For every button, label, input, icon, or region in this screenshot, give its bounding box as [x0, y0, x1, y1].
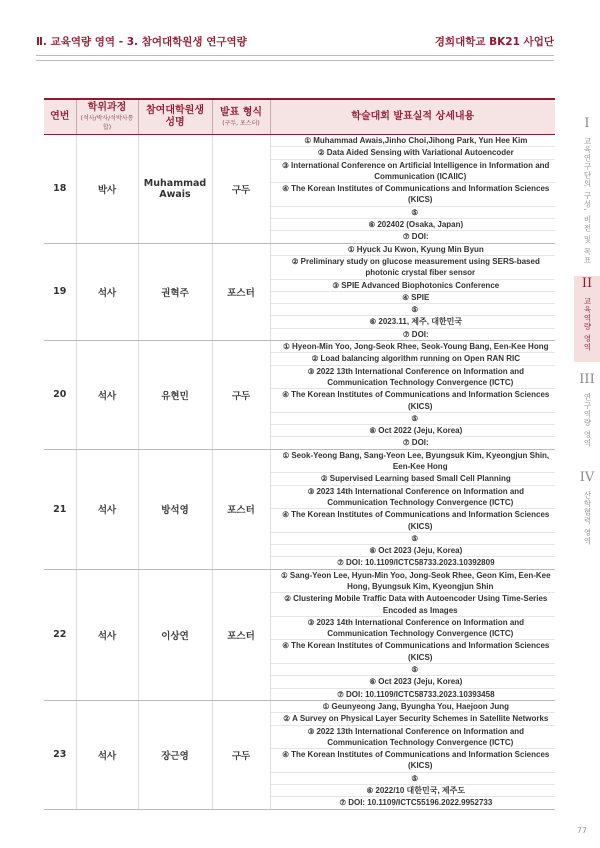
detail-line: [271, 256, 556, 280]
detail-marker: ⑤: [411, 305, 419, 315]
detail-marker: ②: [311, 354, 319, 364]
detail-line: [271, 797, 556, 808]
detail-marker: ①: [322, 701, 330, 711]
detail-marker: ④: [282, 184, 289, 194]
detail-text: The Korean Institutes of Communications and Information Sciences (KICS): [291, 510, 550, 531]
row-number: 21: [44, 449, 76, 569]
detail-marker: ②: [291, 256, 299, 266]
detail-line: [271, 486, 556, 510]
header-degree-sub: (석사/박사/석박사통합): [80, 115, 134, 131]
detail-text: A Survey on Physical Layer Security Schemes in Satellite Networks: [292, 714, 549, 724]
detail-line: [271, 640, 556, 664]
header-degree-label: 학위과정: [87, 102, 127, 113]
detail-line: [271, 292, 556, 304]
row-number: 20: [44, 341, 76, 450]
header-name-line1: 참여대학원생: [146, 105, 204, 116]
side-tab-roman: IV: [579, 470, 595, 485]
detail-line: [271, 231, 556, 242]
detail-line: [271, 353, 556, 365]
detail-marker: ⑥: [369, 546, 377, 556]
detail-text: 2022 13th International Conference on Information and Communication Technology Convergence (ICTC): [316, 366, 525, 387]
detail-text: DOI:: [411, 438, 429, 448]
detail-line: [271, 689, 556, 700]
detail-line: [271, 135, 556, 147]
detail-line: [271, 785, 556, 797]
row-student-name: 권혁주: [138, 243, 212, 340]
detail-marker: ④: [282, 510, 289, 520]
detail-line: [271, 749, 556, 773]
detail-text: Oct 2023 (Jeju, Korea): [378, 546, 463, 556]
row-degree: 석사: [76, 341, 138, 450]
detail-marker: ①: [283, 342, 290, 352]
detail-marker: ⑦: [402, 438, 410, 448]
detail-marker: ①: [282, 450, 290, 460]
detail-text: The Korean Institutes of Communications and Information Sciences (KICS): [291, 750, 550, 771]
detail-marker: ⑦: [402, 329, 410, 339]
detail-text: Supervised Learning based Small Cell Planning: [329, 474, 511, 484]
detail-line: [271, 316, 556, 328]
detail-marker: ⑤: [411, 207, 419, 217]
detail-text: 202402 (Osaka, Japan): [377, 220, 464, 230]
detail-line: [271, 304, 556, 316]
detail-text: Clustering Mobile Traffic Data with Autoencoder Using Time-Series Encoded as Images: [293, 594, 548, 615]
detail-line: [271, 676, 556, 688]
detail-marker: ⑦: [339, 798, 347, 808]
table-row: [44, 135, 555, 244]
header-type-label: 발표 형식: [219, 106, 263, 118]
detail-text: DOI: 10.1109/ICTC58733.2023.10393458: [345, 689, 495, 699]
detail-line: [271, 664, 556, 676]
detail-marker: ⑥: [369, 426, 377, 436]
side-tab-label: 산학협력 영역: [583, 491, 592, 546]
row-student-name: Muhammad Awais: [138, 135, 212, 244]
detail-line: [271, 244, 556, 256]
detail-line: [271, 509, 556, 533]
detail-line: [271, 280, 556, 292]
detail-marker: ②: [283, 714, 290, 724]
row-number: 19: [44, 243, 76, 340]
detail-line: [271, 389, 556, 413]
row-detail: [270, 700, 555, 809]
row-presentation-type: 포스터: [212, 449, 270, 569]
detail-line: [271, 570, 556, 594]
row-number: 22: [44, 569, 76, 700]
detail-marker: ⑥: [369, 317, 377, 327]
row-degree: 석사: [76, 700, 138, 809]
detail-marker: ⑤: [411, 773, 419, 783]
table-row: [44, 449, 555, 569]
organization-name: 경희대학교 BK21 사업단: [434, 36, 554, 48]
table-row: [44, 341, 555, 450]
side-tab-label: 연구역량 영역: [583, 393, 592, 448]
detail-line: [271, 713, 556, 725]
detail-text: Hyuck Ju Kwon, Kyung Min Byun: [356, 244, 484, 254]
detail-text: SPIE: [411, 292, 430, 302]
row-detail: [270, 341, 555, 450]
detail-marker: ②: [317, 148, 325, 158]
detail-marker: ④: [402, 292, 409, 302]
detail-line: [271, 425, 556, 437]
detail-line: [271, 701, 556, 713]
detail-line: [271, 593, 556, 617]
header-rule: [36, 55, 554, 56]
side-tab-3[interactable]: [574, 372, 600, 458]
detail-text: 2023 14th International Conference on Information and Communication Technology Convergence (ICTC): [316, 486, 525, 507]
detail-marker: ⑦: [337, 689, 344, 699]
detail-line: [271, 207, 556, 219]
detail-marker: ⑥: [368, 220, 376, 230]
detail-marker: ④: [282, 641, 289, 651]
row-presentation-type: 구두: [212, 135, 270, 244]
row-degree: 석사: [76, 449, 138, 569]
detail-marker: ⑥: [369, 677, 377, 687]
detail-text: International Conference on Artificial Intelligence in Information and Communication (ICAIIC): [291, 160, 550, 181]
side-tab-2[interactable]: [574, 276, 600, 362]
detail-marker: ②: [284, 594, 291, 604]
row-presentation-type: 구두: [212, 700, 270, 809]
row-degree: 박사: [76, 135, 138, 244]
detail-line: [271, 437, 556, 448]
detail-line: [271, 219, 556, 231]
detail-text: The Korean Institutes of Communications and Information Sciences (KICS): [291, 184, 550, 205]
table-header-row: [44, 99, 555, 135]
detail-marker: ⑦: [337, 558, 344, 568]
row-student-name: 장근영: [138, 700, 212, 809]
row-degree: 석사: [76, 243, 138, 340]
detail-marker: ②: [320, 474, 328, 484]
row-number: 18: [44, 135, 76, 244]
detail-text: SPIE Advanced Biophotonics Conference: [341, 280, 500, 290]
detail-text: Seok-Yeong Bang, Sang-Yeon Lee, Byungsuk Kim, Kyeongjun Shin, Een-Kee Hong: [291, 450, 550, 472]
header-type-sub: (구두, 포스터): [222, 119, 260, 127]
detail-text: The Korean Institutes of Communications and Information Sciences (KICS): [291, 390, 550, 411]
side-tab-roman: III: [579, 372, 595, 387]
detail-line: [271, 366, 556, 390]
detail-marker: ③: [307, 726, 315, 736]
detail-line: [271, 450, 556, 474]
detail-line: [271, 183, 556, 207]
detail-marker: ④: [282, 750, 289, 760]
detail-text: DOI: 10.1109/ICTC58733.2023.10392809: [345, 558, 495, 568]
row-presentation-type: 포스터: [212, 243, 270, 340]
row-detail: [270, 135, 555, 244]
detail-text: DOI:: [411, 329, 429, 339]
header-name-line2: 성명: [165, 117, 185, 128]
detail-marker: ⑦: [402, 232, 410, 242]
detail-line: [271, 160, 556, 184]
row-number: 23: [44, 700, 76, 809]
detail-marker: ⑤: [411, 533, 419, 543]
detail-marker: ③: [307, 617, 315, 627]
detail-marker: ④: [282, 390, 289, 400]
detail-line: [271, 413, 556, 425]
side-tab-roman: II: [581, 276, 593, 291]
detail-marker: ①: [281, 570, 288, 580]
detail-marker: ③: [332, 280, 340, 290]
presentation-table: [44, 98, 555, 810]
detail-line: [271, 557, 556, 568]
header-rule-secondary: [36, 60, 554, 61]
detail-text: Geunyeong Jang, Byungha You, Haejoon Jung: [331, 701, 509, 711]
table-row: [44, 700, 555, 809]
row-detail: [270, 449, 555, 569]
detail-marker: ③: [282, 160, 289, 170]
detail-marker: ③: [307, 486, 315, 496]
detail-marker: ③: [307, 366, 315, 376]
detail-text: Oct 2022 (Jeju, Korea): [378, 426, 463, 436]
detail-line: [271, 726, 556, 750]
detail-text: DOI: 10.1109/ICTC55196.2022.9952733: [348, 798, 493, 808]
row-degree: 석사: [76, 569, 138, 700]
detail-line: [271, 545, 556, 557]
header-degree: [76, 99, 138, 135]
detail-line: [271, 329, 556, 340]
detail-marker: ①: [304, 136, 312, 145]
detail-line: [271, 773, 556, 785]
side-tab-label: 교육연구단의 구성, 비전 및 목표: [583, 137, 592, 265]
page-number: 77: [576, 826, 587, 835]
detail-text: 2023 14th International Conference on Information and Communication Technology Convergence (ICTC): [316, 617, 525, 639]
detail-text: Data Aided Sensing with Variational Autoencoder: [326, 148, 514, 158]
detail-text: The Korean Institutes of Communications and Information Sciences (KICS): [291, 641, 550, 662]
side-tab-4[interactable]: [574, 470, 600, 552]
header-type: [212, 99, 270, 135]
detail-marker: ⑥: [366, 786, 374, 796]
detail-text: Load balancing algorithm running on Open RAN RIC: [320, 354, 521, 364]
detail-text: 2022/10 대한민국, 제주도: [375, 786, 466, 796]
row-detail: [270, 569, 555, 700]
detail-marker: ⑤: [411, 413, 419, 423]
row-student-name: 유현민: [138, 341, 212, 450]
section-title: Ⅱ. 교육역량 영역 - 3. 참여대학원생 연구역량: [36, 36, 247, 48]
side-tab-1[interactable]: [574, 116, 600, 264]
detail-text: Preliminary study on glucose measurement using SERS-based photonic crystal fiber sensor: [300, 256, 540, 278]
header-no: 연번: [44, 99, 76, 135]
side-tab-roman: I: [584, 116, 590, 131]
detail-text: DOI:: [411, 232, 429, 242]
detail-line: [271, 147, 556, 159]
header-name: [138, 99, 212, 135]
detail-text: Hyeon-Min Yoo, Jong-Seok Rhee, Seok-Young Bang, Een-Kee Hong: [292, 342, 549, 352]
detail-text: Sang-Yeon Lee, Hyun-Min Yoo, Jong-Seok Rhee, Geon Kim, Een-Kee Hong, Byungsuk Kim, Kyeongjun Shin: [289, 570, 551, 591]
row-student-name: 방석영: [138, 449, 212, 569]
detail-text: Oct 2023 (Jeju, Korea): [378, 677, 463, 687]
detail-line: [271, 617, 556, 641]
side-tab-label: 교육역량 영역: [583, 297, 592, 352]
row-detail: [270, 243, 555, 340]
row-presentation-type: 포스터: [212, 569, 270, 700]
table-row: [44, 243, 555, 340]
detail-text: 2022 13th International Conference on Information and Communication Technology Convergence (ICTC): [316, 726, 525, 747]
detail-marker: ①: [347, 244, 355, 254]
table-row: [44, 569, 555, 700]
detail-marker: ⑤: [411, 665, 419, 675]
detail-line: [271, 473, 556, 485]
row-presentation-type: 구두: [212, 341, 270, 450]
detail-line: [271, 533, 556, 545]
detail-line: [271, 341, 556, 353]
row-student-name: 이상연: [138, 569, 212, 700]
header-detail: 학술대회 발표실적 상세내용: [270, 99, 555, 135]
detail-text: 2023.11, 제주, 대한민국: [378, 317, 463, 327]
detail-text: Muhammad Awais,Jinho Choi,Jihong Park, Yun Hee Kim: [313, 136, 528, 145]
